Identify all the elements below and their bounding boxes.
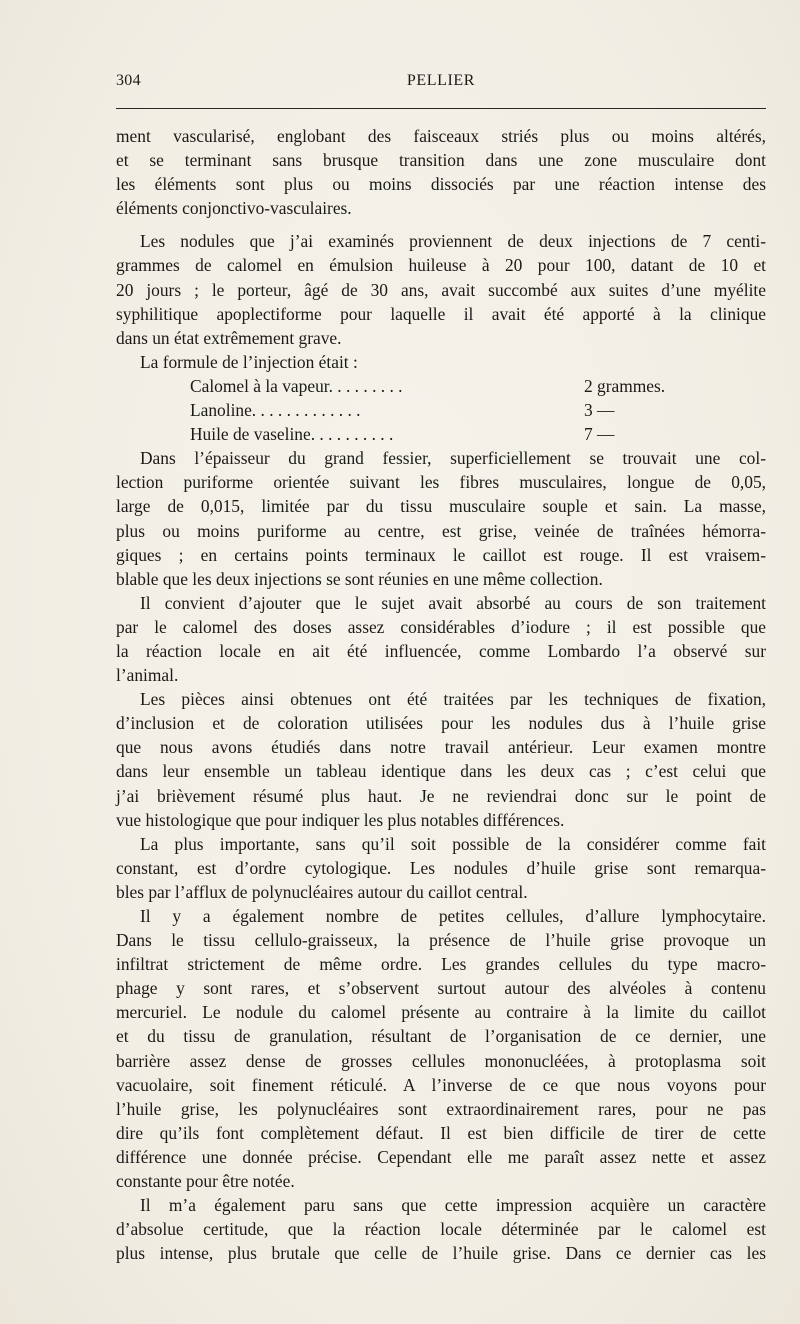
- text-line: plus intense, plus brutale que celle de l’huile grise. Dans ce dernier cas les: [116, 1243, 766, 1264]
- text-line: par le calomel des doses assez considérables d’iodure ; il est possible que: [116, 616, 766, 637]
- text-line: d’inclusion et de coloration utilisées pour les nodules dus à l’huile grise: [116, 713, 766, 734]
- text-line: Dans l’épaisseur du grand fessier, superficiellement se trouvait une col-: [140, 448, 766, 469]
- formula-quantity: 2 grammes.: [584, 375, 666, 396]
- text-line: infiltrat strictement de même ordre. Les grandes cellules du type macro-: [116, 954, 766, 975]
- formula-ingredient: Lanoline. . . . . . . . . . . . .: [190, 400, 361, 421]
- text-line: dans un état extrêmement grave.: [116, 327, 342, 348]
- formula-ingredient: Huile de vaseline. . . . . . . . . .: [190, 424, 394, 445]
- text-line: plus ou moins puriforme au centre, est grise, veinée de traînées hémorra-: [116, 520, 766, 541]
- text-line: ment vascularisé, englobant des faisceaux striés plus ou moins altérés,: [116, 126, 766, 146]
- formula-row: [116, 422, 766, 446]
- text-line: éléments conjonctivo-vasculaires.: [116, 198, 352, 219]
- text-line: Dans le tissu cellulo-graisseux, la présence de l’huile grise provoque un: [116, 930, 766, 951]
- text-line: l’animal.: [116, 665, 179, 686]
- text-line: que nous avons étudiés dans notre travail antérieur. Leur examen montre: [116, 737, 766, 758]
- text-line: vue histologique que pour indiquer les plus notables différences.: [116, 809, 565, 830]
- formula-quantity: 7 —: [584, 424, 615, 445]
- text-line: la réaction locale en ait été influencée, comme Lombardo l’a observé sur: [116, 640, 766, 661]
- text-line: Il convient d’ajouter que le sujet avait absorbé au cours de son traitement: [140, 592, 766, 613]
- formula-table: [116, 374, 766, 446]
- text-line: d’absolue certitude, que la réaction locale déterminée par le calomel est: [116, 1219, 766, 1240]
- text-line: différence une donnée précise. Cependant elle me paraît assez nette et assez: [116, 1146, 766, 1167]
- text-line: Les pièces ainsi obtenues ont été traitées par les techniques de fixation,: [140, 689, 766, 710]
- text-line: Il y a également nombre de petites cellules, d’allure lymphocytaire.: [140, 906, 766, 926]
- page-header: [116, 72, 766, 96]
- text-line: grammes de calomel en émulsion huileuse à 20 pour 100, datant de 10 et: [116, 255, 766, 276]
- text-line: giques ; en certains points terminaux le caillot est rouge. Il est vraisem-: [116, 544, 766, 565]
- header-rule: [116, 108, 766, 109]
- text-line: j’ai brièvement résumé plus haut. Je ne reviendrai donc sur le point de: [116, 785, 766, 806]
- formula-row: [116, 398, 766, 422]
- text-line: Il m’a également paru sans que cette impression acquière un caractère: [140, 1195, 766, 1216]
- text-line: constant, est d’ordre cytologique. Les nodules d’huile grise sont remarqua-: [116, 857, 766, 878]
- formula-quantity: 3 —: [584, 400, 615, 421]
- text-line: dans leur ensemble un tableau identique dans les deux cas ; c’est celui que: [116, 761, 766, 782]
- text-line: Les nodules que j’ai examinés proviennent de deux injections de 7 centi-: [140, 231, 766, 252]
- text-line: mercuriel. Le nodule du calomel présente au contraire à la limite du caillot: [116, 1002, 766, 1023]
- formula-ingredient: Calomel à la vapeur. . . . . . . . .: [190, 375, 403, 396]
- text-line: La formule de l’injection était :: [140, 351, 358, 372]
- text-line: bles par l’afflux de polynucléaires autour du caillot central.: [116, 881, 528, 902]
- text-line: constante pour être notée.: [116, 1171, 295, 1192]
- text-line: La plus importante, sans qu’il soit possible de la considérer comme fait: [140, 833, 766, 854]
- text-line: les éléments sont plus ou moins dissociés par une réaction intense des: [116, 174, 766, 195]
- text-line: large de 0,015, limitée par du tissu musculaire souple et sain. La masse,: [116, 496, 766, 517]
- body-text: [116, 124, 766, 1265]
- text-line: et du tissu de granulation, résultant de l’organisation de ce dernier, une: [116, 1026, 766, 1047]
- text-line: vacuolaire, soit finement réticulé. A l’inverse de ce que nous voyons pour: [116, 1074, 766, 1095]
- page-number: 304: [116, 72, 141, 89]
- text-line: l’huile grise, les polynucléaires sont extraordinairement rares, pour ne pas: [116, 1098, 766, 1119]
- text-line: 20 jours ; le porteur, âgé de 30 ans, avait succombé aux suites d’une myélite: [116, 279, 766, 300]
- text-line: et se terminant sans brusque transition dans une zone musculaire dont: [116, 150, 766, 171]
- text-line: barrière assez dense de grosses cellules mononucléées, à protoplasma soit: [116, 1050, 766, 1071]
- text-line: lection puriforme orientée suivant les fibres musculaires, longue de 0,05,: [116, 472, 766, 493]
- running-head: PELLIER: [406, 72, 476, 89]
- text-line: syphilitique apoplectiforme pour laquelle il avait été apporté à la clinique: [116, 303, 766, 324]
- formula-row: [116, 374, 766, 398]
- text-line: phage y sont rares, et s’observent surtout autour des alvéoles à contenu: [116, 978, 766, 999]
- text-line: dire qu’ils font complètement défaut. Il est bien difficile de tirer de cette: [116, 1122, 766, 1143]
- text-line: blable que les deux injections se sont réunies en une même collection.: [116, 568, 603, 589]
